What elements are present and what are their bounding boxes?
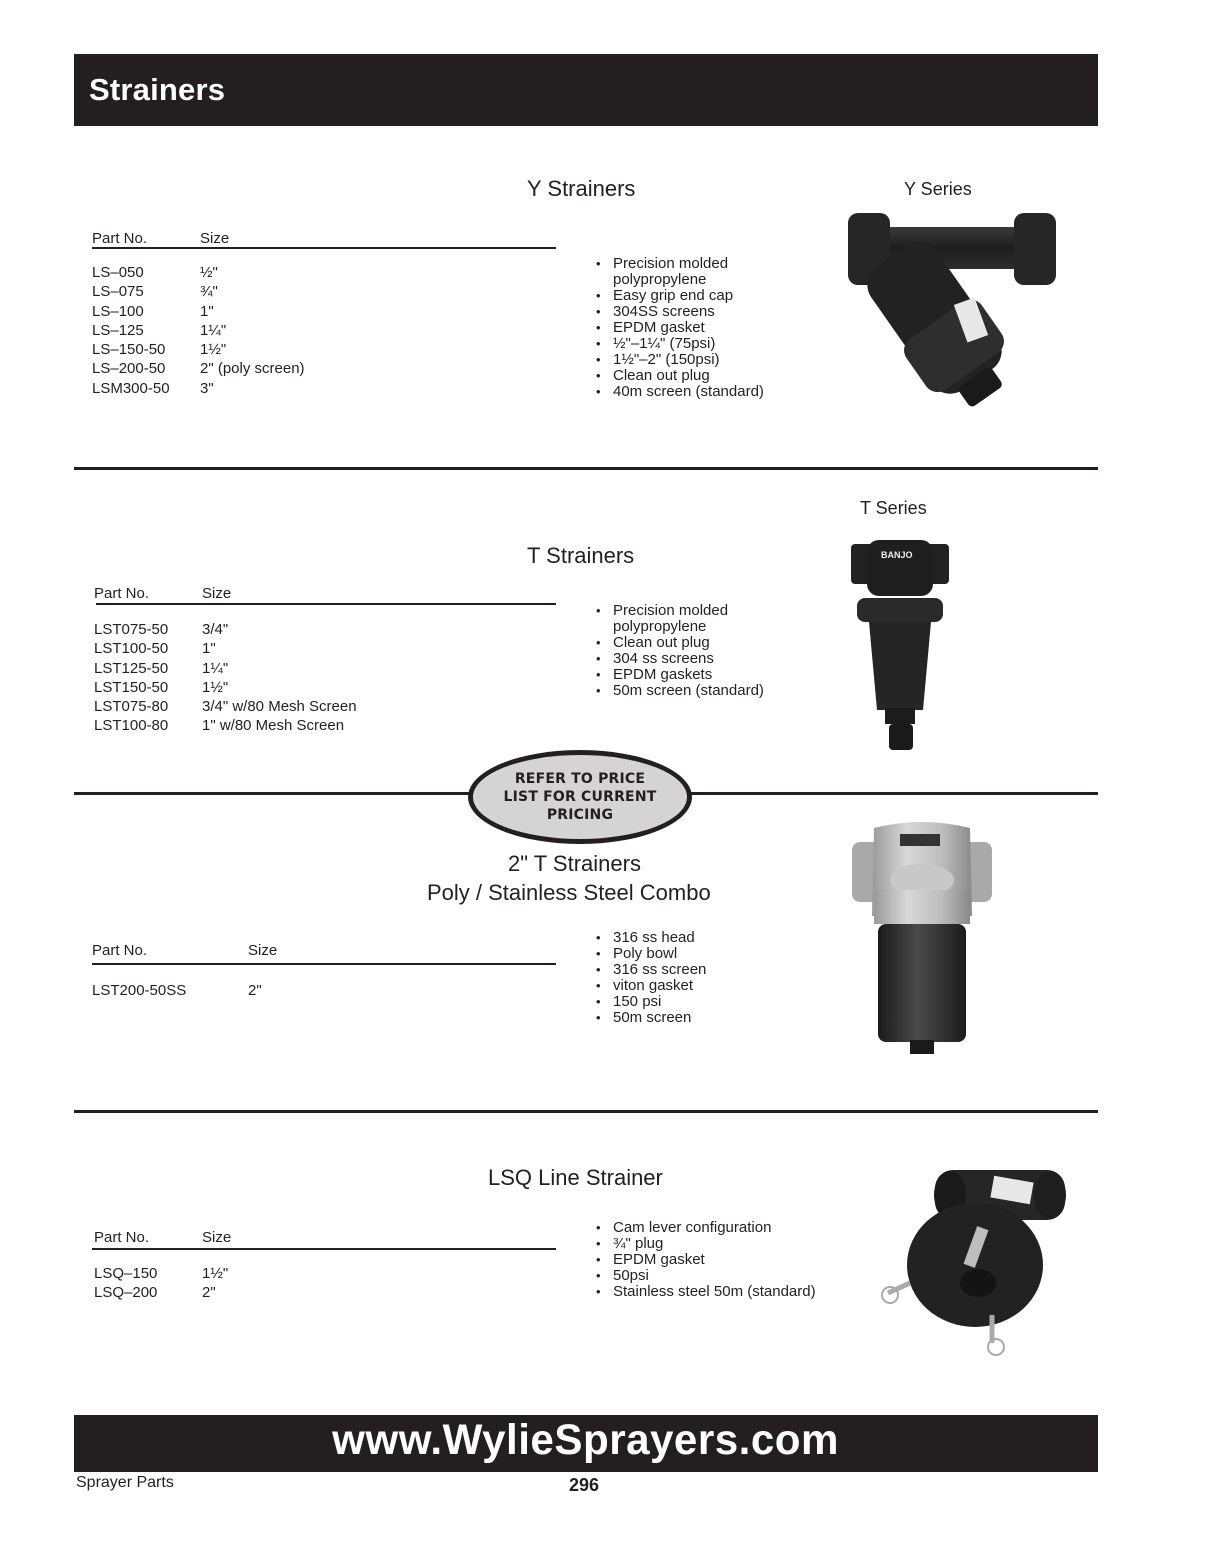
column-part-no: Part No. bbox=[94, 585, 150, 602]
column-part-no: Part No. bbox=[92, 942, 148, 959]
table-row bbox=[92, 379, 556, 398]
part-no: LS–075 bbox=[92, 283, 144, 301]
size: 1" w/80 Mesh Screen bbox=[202, 717, 345, 735]
size: 1½" bbox=[202, 1265, 229, 1282]
part-no: LST200-50SS bbox=[92, 982, 187, 999]
feature-item: • EPDM gasket bbox=[594, 320, 764, 336]
feature-item: • 316 ss head bbox=[594, 930, 706, 946]
feature-item: • 304 ss screens bbox=[594, 651, 764, 667]
column-size: Size bbox=[248, 942, 278, 959]
feature-item: • EPDM gaskets bbox=[594, 667, 764, 683]
feature-item: • Cam lever configuration bbox=[594, 1220, 816, 1236]
feature-item: • ¾" plug bbox=[594, 1236, 816, 1252]
lsq-table-body bbox=[94, 1264, 556, 1303]
table-row bbox=[94, 697, 556, 716]
table-row bbox=[92, 359, 556, 378]
footer-bar bbox=[74, 1415, 1098, 1472]
size: 2" bbox=[202, 1284, 216, 1302]
size: 1" bbox=[202, 640, 216, 658]
part-no: LS–150-50 bbox=[92, 341, 166, 359]
part-no: LS–100 bbox=[92, 302, 144, 320]
t2-strainers-subtitle: Poly / Stainless Steel Combo bbox=[427, 880, 711, 905]
feature-item: • 304SS screens bbox=[594, 304, 764, 320]
page-number: 296 bbox=[569, 1475, 600, 1495]
part-no: LST075-80 bbox=[94, 698, 169, 716]
part-no: LST075-50 bbox=[94, 621, 169, 638]
size: 2" bbox=[248, 982, 262, 999]
y-table-rule bbox=[92, 247, 556, 249]
part-no: LS–200-50 bbox=[92, 360, 166, 378]
t-strainers-title: T Strainers bbox=[527, 543, 635, 568]
table-row bbox=[92, 321, 556, 340]
part-no: LST150-50 bbox=[94, 678, 169, 696]
feature-item: • viton gasket bbox=[594, 978, 706, 994]
t2-table-header bbox=[92, 942, 556, 962]
table-row bbox=[94, 1283, 556, 1302]
column-part-no: Part No. bbox=[94, 1229, 150, 1246]
t-table-rule bbox=[96, 603, 556, 605]
size: 1½" bbox=[200, 341, 227, 359]
price-notice-badge: REFER TO PRICE LIST FOR CURRENT PRICING bbox=[468, 750, 692, 844]
table-row bbox=[92, 263, 556, 282]
feature-item: • Clean out plug bbox=[594, 368, 764, 384]
part-no: LSM300-50 bbox=[92, 379, 170, 397]
feature-item: • Precision molded polypropylene bbox=[594, 256, 764, 288]
feature-item: • 1½"–2" (150psi) bbox=[594, 352, 764, 368]
column-size: Size bbox=[202, 1229, 232, 1246]
size: 2" (poly screen) bbox=[200, 360, 305, 378]
t-series-label: T Series bbox=[860, 498, 927, 518]
lsq-table-rule bbox=[92, 1248, 556, 1250]
size: ½" bbox=[200, 264, 218, 281]
website-url[interactable]: www.WylieSprayers.com bbox=[332, 1416, 840, 1464]
t2-strainer-image bbox=[850, 820, 995, 1056]
page-header-bar bbox=[74, 54, 1098, 126]
size: ¾" bbox=[200, 283, 218, 301]
column-part-no: Part No. bbox=[92, 230, 148, 247]
lsq-table-header bbox=[94, 1229, 556, 1249]
table-row bbox=[94, 639, 556, 658]
t2-table-body bbox=[92, 981, 556, 1000]
size: 3/4" bbox=[202, 621, 229, 638]
y-series-label: Y Series bbox=[904, 179, 972, 199]
y-strainer-image bbox=[800, 205, 1060, 425]
feature-item: • EPDM gasket bbox=[594, 1252, 816, 1268]
feature-item: • 50m screen bbox=[594, 1010, 706, 1026]
t-features-list bbox=[594, 603, 764, 699]
part-no: LST100-80 bbox=[94, 717, 169, 735]
t-strainer-image bbox=[845, 538, 955, 754]
size: 1¼" bbox=[200, 321, 227, 339]
table-row bbox=[94, 659, 556, 678]
size: 3" bbox=[200, 379, 214, 397]
t2-table-rule bbox=[92, 963, 556, 965]
feature-item: • Stainless steel 50m (standard) bbox=[594, 1284, 816, 1300]
feature-item: • Poly bowl bbox=[594, 946, 706, 962]
y-table-body bbox=[92, 263, 556, 398]
part-no: LSQ–150 bbox=[94, 1265, 158, 1282]
size: 1¼" bbox=[202, 659, 229, 677]
t2-features-list bbox=[594, 930, 706, 1026]
column-size: Size bbox=[202, 585, 232, 602]
column-size: Size bbox=[200, 230, 230, 247]
part-no: LST125-50 bbox=[94, 659, 169, 677]
t2-strainers-title: 2" T Strainers bbox=[508, 851, 641, 876]
part-no: LST100-50 bbox=[94, 640, 169, 658]
t-table-body bbox=[94, 620, 556, 736]
svg-text:BANJO: BANJO bbox=[881, 550, 913, 560]
feature-item: • Clean out plug bbox=[594, 635, 764, 651]
feature-item: • ½"–1¼" (75psi) bbox=[594, 336, 764, 352]
feature-item: • 150 psi bbox=[594, 994, 706, 1010]
size: 1" bbox=[200, 302, 214, 320]
table-row bbox=[94, 678, 556, 697]
size: 3/4" w/80 Mesh Screen bbox=[202, 698, 357, 716]
lsq-strainer-title: LSQ Line Strainer bbox=[488, 1165, 663, 1190]
section-divider bbox=[74, 1110, 1098, 1113]
table-row bbox=[92, 282, 556, 301]
lsq-strainer-image bbox=[880, 1165, 1080, 1360]
table-row bbox=[92, 302, 556, 321]
y-strainers-title: Y Strainers bbox=[527, 176, 636, 201]
lsq-features-list bbox=[594, 1220, 816, 1300]
feature-item: • Precision molded polypropylene bbox=[594, 603, 764, 635]
part-no: LS–050 bbox=[92, 264, 144, 281]
t-table-header bbox=[94, 585, 556, 605]
page-title: Strainers bbox=[89, 72, 226, 107]
feature-item: • 50m screen (standard) bbox=[594, 683, 764, 699]
feature-item: • Easy grip end cap bbox=[594, 288, 764, 304]
feature-item: • 40m screen (standard) bbox=[594, 384, 764, 400]
feature-item: • 316 ss screen bbox=[594, 962, 706, 978]
feature-item: • 50psi bbox=[594, 1268, 816, 1284]
table-row bbox=[94, 1264, 556, 1283]
part-no: LSQ–200 bbox=[94, 1284, 158, 1302]
size: 1½" bbox=[202, 678, 229, 696]
table-row bbox=[94, 716, 556, 735]
section-divider bbox=[74, 467, 1098, 470]
footer-category: Sprayer Parts bbox=[76, 1474, 174, 1491]
table-row bbox=[94, 620, 556, 639]
y-features-list bbox=[594, 256, 764, 400]
table-row bbox=[92, 981, 556, 1000]
table-row bbox=[92, 340, 556, 359]
part-no: LS–125 bbox=[92, 321, 144, 339]
